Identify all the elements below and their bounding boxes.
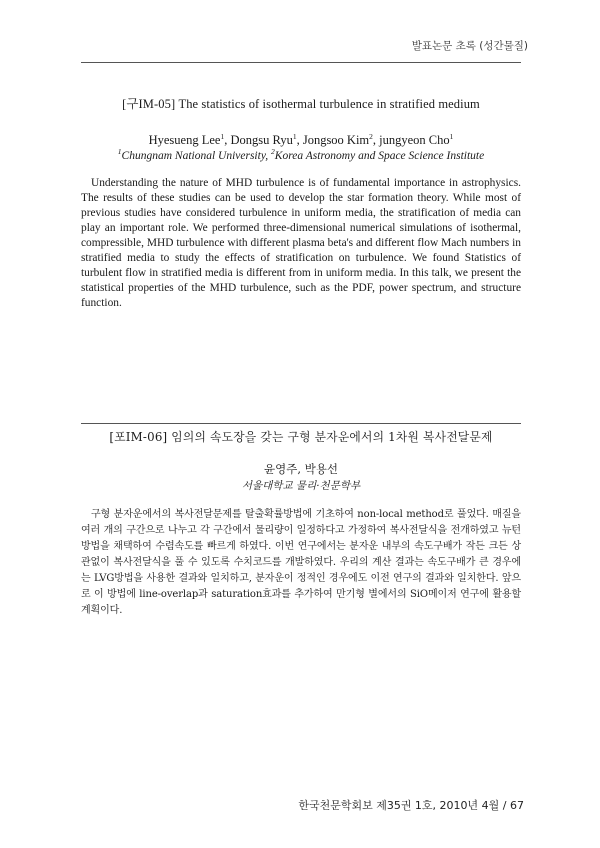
- abstract-2-authors: 윤영주, 박용선: [264, 462, 338, 476]
- abstract-1-authors: Hyesueng Lee$^1$, Dongsu Ryu$^1$, Jongsoo Kim$^2$, jungyeon Cho$^1$: [148, 131, 454, 147]
- abstract-1-title: [구IM-05] The statistics of isothermal turbulence in stratified medium: [122, 97, 480, 111]
- author-2: Dongsu Ryu: [230, 133, 293, 147]
- author-3: Jongsoo Kim: [302, 133, 370, 147]
- abstract-2-affiliation: 서울대학교 물리·천문학부: [241, 480, 361, 492]
- affil-1-sup: 1: [117, 147, 122, 157]
- author-2-sup: 1: [292, 131, 297, 141]
- section-rule: [81, 423, 521, 424]
- abstract-1: [81, 94, 521, 311]
- author-3-sup: 2: [369, 131, 373, 141]
- affil-1: Chungnam National University,: [121, 150, 272, 162]
- affil-2-sup: 2: [271, 147, 275, 157]
- author-4: jungyeon Cho: [379, 133, 450, 147]
- abstract-1-affiliation: [81, 147, 521, 162]
- author-4-sup: 1: [449, 131, 454, 141]
- author-1: Hyesueng Lee: [148, 133, 221, 147]
- abstract-2-title: [포IM-06] 임의의 속도장을 갖는 구형 분자운에서의 1차원 복사전달문제: [109, 430, 493, 444]
- running-head: 발표논문 초록 (성간물질): [411, 40, 528, 52]
- affil-2: Korea Astronomy and Space Science Institute: [274, 150, 485, 162]
- author-1-sup: 1: [220, 131, 225, 141]
- page-footer: 한국천문학회보 제35권 1호, 2010년 4월 / 67: [298, 799, 524, 812]
- abstract-2: [81, 428, 521, 619]
- header-rule: [81, 62, 521, 63]
- abstract-1-body: Understanding the nature of MHD turbulence is of fundamental importance in astrophysics. The results of these studies can be used to develop the star formation theory. While most of previous studies have considered turbulence in uniform media, the stratification of media can play an important role. We performed three-dimensional numerical simulations of isothermal, compressible, MHD turbulence with different plasma beta's and different flow Mach numbers in stratified media to study the effects of stratification on turbulence. We found Statistics of turbulent flow in stratified media is different from in uniform media. In this talk, we present the statistical properties of the MHD turbulence, such as the PDF, power spectrum, and structure function.: [81, 177, 521, 309]
- abstract-2-body: 구형 분자운에서의 복사전달문제를 탈출확률방법에 기초하여 non-local method로 풀었다. 매질을 여러 개의 구간으로 나누고 각 구간에서 물리량이 일정하다고 가정하여 복사전달식을 전개하였고 뉴턴방법을 채택하여 수렴속도를 빠르게 하였다. 이번 연구에서는 분자운 내부의 속도구배가 작든 크든 상관없이 복사전달식을 풀 수 있도록 수치코드를 개발하였다. 우리의 계산 결과는 속도구배가 큰 경우에는 LVG방법을 사용한 결과와 일치하고, 분자운이 정적인 경우에도 이전 연구의 결과와 일치한다. 앞으로 이 방법에 line-overlap과 saturation효과를 추가하여 만기형 별에서의 SiO메이저 연구에 활용할 계획이다.: [81, 509, 521, 616]
